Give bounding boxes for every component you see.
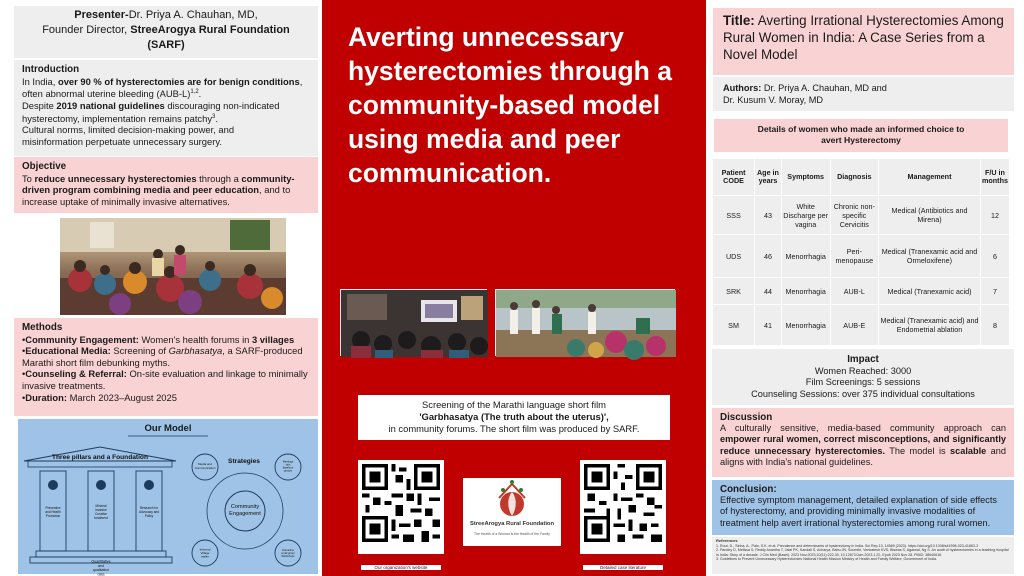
conclusion-text: Effective symptom management, detailed explanation of side effects of hysterectomy, and providing minimally invasive modalities of treatment help avert irrational hysterectomies among rural women. — [720, 495, 997, 528]
table-cell: Menorrhagia — [782, 278, 830, 304]
table-row — [713, 278, 1009, 304]
discussion-box — [712, 408, 1014, 477]
table-header: Age in years — [755, 159, 781, 195]
bullet: • — [22, 345, 26, 357]
methods-text: , a SARF-produced Marathi short film debunking myths. — [22, 345, 303, 368]
discussion-text-part: and aligns with India's national guidelines. — [720, 445, 1006, 467]
table-cell: 43 — [755, 196, 781, 234]
methods-item-3 — [22, 368, 310, 391]
intro-line-2 — [22, 87, 310, 100]
reference-1: 1. Rout, D., Sinha, A., Palo, S.K. et al. Prevalence and determinants of hysterectomy in India. Sci Rep 13, 14569 (2023). https://doi.org/10.1038/s41598-023-41863-3 — [716, 543, 979, 548]
reference-2: 2. Pandey D, Melissa S, Reddy Anantha T, Jalal PK, Kandali S, Acharya, Babu JN, Soumitri, Venkatesh KVS, Biswas S, Agarwal, Ng S. An audit of hysterectomies in a teaching hospital in India: Story of a decade. J Clin Med (Basel). 2023 Nov;2023;10(11):222-30, 10.12872/Jcm.2023.1.22, Epub 2023 Nov 28. PMID: 38640616. — [716, 548, 1009, 557]
table-header: Symptoms — [782, 159, 830, 195]
presenter-org: StreeArogya Rural Foundation — [130, 24, 290, 36]
caption-line-2: 'Garbhasatya (The truth about the uterus)', — [419, 411, 609, 422]
bullet: • — [22, 333, 26, 345]
table-header-row — [713, 159, 1009, 195]
table-cell: SRK — [713, 278, 754, 304]
strategy-node-2: Meetings with Barefoot/ groups — [282, 460, 294, 473]
impact-counseling: Counseling Sessions: over 375 individual consultations — [751, 388, 975, 399]
intro-text: discouraging non-indicated — [164, 99, 280, 111]
table-row — [713, 235, 1009, 277]
table-cell: Menorrhagia — [782, 235, 830, 277]
citation-sup: 3 — [212, 113, 216, 120]
intro-text: . — [215, 112, 218, 124]
objective-box — [14, 157, 318, 213]
authors-box — [713, 77, 1014, 111]
reference-3: 3. Guidelines to Prevent Unnecessary Hysterectomies National Health Mission Ministry of Health and Family Welfare, Government of India. — [716, 557, 938, 562]
discussion-text-part: The model is — [885, 445, 950, 456]
objective-text — [22, 173, 310, 208]
objective-text-part: To — [22, 172, 35, 184]
case-details-heading — [714, 119, 1008, 152]
table-cell: 6 — [981, 235, 1009, 277]
caption-line-3: in community forums. The short film was produced by SARF. — [388, 423, 640, 434]
logo-name: StreeArogya Rural Foundation — [469, 521, 555, 527]
methods-text: On-site evaluation and linkage to minimally invasive treatments. — [22, 368, 308, 391]
table-cell: Peri-menopause — [831, 235, 879, 277]
table-cell: 44 — [755, 278, 781, 304]
objective-text-part: , and to increase uptake of minimally invasive alternatives. — [22, 184, 291, 207]
methods-label: Duration: — [25, 391, 67, 403]
impact-screenings: Film Screenings: 5 sessions — [805, 377, 921, 388]
table-cell: 12 — [981, 196, 1009, 234]
model-diagram — [18, 419, 318, 574]
table-cell: Medical (Antibiotics and Mirena) — [879, 196, 980, 234]
table-cell: 41 — [755, 305, 781, 345]
conclusion-box — [712, 480, 1014, 535]
group-photo-illustration — [60, 218, 286, 315]
impact-box — [712, 349, 1014, 405]
conclusion-heading: Conclusion: — [720, 484, 777, 495]
table-cell: Menorrhagia — [782, 305, 830, 345]
logo-tagline: The Health of a Woman is the Health of the Family — [474, 532, 550, 536]
methods-item-2 — [22, 345, 310, 368]
film-title: Garbhasatya — [168, 345, 223, 357]
methods-text: Women's health forums in — [138, 333, 252, 345]
presenter-org-abbr: (SARF) — [147, 39, 185, 51]
presenter-box — [14, 6, 318, 58]
bullet: • — [22, 391, 26, 403]
right-column — [710, 0, 1014, 576]
strategy-node-1: Media and Communication — [194, 462, 216, 470]
middle-column — [322, 0, 706, 576]
bullet: • — [22, 368, 26, 380]
methods-label: Educational Media: — [25, 345, 111, 357]
table-row — [713, 196, 1009, 234]
community-forum-photo — [60, 218, 286, 315]
table-cell: Medical (Tranexamic acid) — [879, 278, 980, 304]
pillar-1-label: Preventive and Health Promotion — [45, 506, 61, 518]
references-heading: References — [716, 538, 738, 543]
authors-line-2: Dr. Kusum V. Moray, MD — [723, 95, 824, 105]
caption-line-1: Screening of the Marathi language short film — [422, 399, 606, 410]
table-cell: SM — [713, 305, 754, 345]
patient-case-table — [712, 158, 1010, 346]
methods-box — [14, 318, 318, 416]
hub-label: Community — [230, 504, 260, 510]
table-cell: Medical (Tranexamic acid) and Endometrial ablation — [879, 305, 980, 345]
table-cell: White Discharge per vagina — [782, 196, 830, 234]
strategies-title: Strategies — [228, 458, 260, 465]
impact-heading: Impact — [847, 354, 879, 365]
methods-bold: 3 villages — [251, 333, 295, 345]
outdoor-forum-photo — [495, 289, 675, 356]
objective-bold: reduce unnecessary hysterectomies — [34, 172, 197, 184]
table-cell: UDS — [713, 235, 754, 277]
objective-bold: community-driven program combining media and peer education — [22, 172, 295, 196]
methods-item-4 — [22, 392, 310, 404]
intro-text: . — [198, 88, 202, 100]
hub-label-2: Engagement — [229, 511, 261, 517]
intro-text: hysterectomy, implementation remains patchy — [22, 112, 213, 124]
table-cell: 46 — [755, 235, 781, 277]
intro-line-6: misinformation perpetuate unnecessary surgery. — [22, 135, 222, 147]
intro-line-3 — [22, 100, 310, 112]
strategy-node-3: Informal Village walks — [199, 547, 211, 559]
presenter-name: Dr. Priya A. Chauhan, MD, — [128, 9, 258, 21]
discussion-bold: scalable — [950, 445, 987, 456]
discussion-bold: empower rural women, correct misconceptions, and significantly reduce unnecessary hysterectomies. — [720, 434, 1006, 456]
discussion-text — [720, 423, 1006, 468]
title-label: Title: — [723, 13, 755, 28]
impact-women-reached: Women Reached: 3000 — [814, 365, 912, 376]
film-screening-photo — [340, 289, 487, 356]
methods-label: Community Engagement: — [25, 333, 139, 345]
strategy-node-4: Interactive small group Workshops — [281, 548, 295, 559]
table-header: Management — [879, 159, 980, 195]
intro-line-1 — [22, 76, 310, 88]
objective-heading: Objective — [22, 161, 67, 172]
qr-code-icon — [362, 464, 440, 542]
intro-text: In India, — [22, 75, 58, 87]
table-cell: 8 — [981, 305, 1009, 345]
qr-code-icon — [584, 464, 662, 542]
logo-emblem-icon — [463, 478, 561, 522]
table-cell: Chronic non-specific Cervicitis — [831, 196, 879, 234]
screening-illustration — [341, 290, 488, 357]
discussion-heading: Discussion — [720, 412, 773, 423]
our-model-box — [18, 419, 318, 574]
pillar-2-label: Minimal invasive Curative treatment — [94, 504, 108, 520]
table-header: Patient CODE — [713, 159, 754, 195]
authors-label: Authors: — [723, 83, 762, 93]
intro-bold: over 90 % of hysterectomies are for benign conditions — [57, 75, 300, 87]
pillars-title: Three pillars and a Foundation — [52, 454, 148, 461]
intro-text: , — [299, 75, 303, 87]
intro-text: Despite — [22, 99, 57, 111]
presenter-role: Founder Director, — [42, 24, 131, 36]
photo-caption — [358, 395, 670, 440]
table-row — [713, 305, 1009, 345]
presenter-prefix: Presenter- — [74, 9, 129, 21]
intro-text: often abnormal uterine bleeding (AUB-L) — [22, 88, 191, 100]
table-cell: SSS — [713, 196, 754, 234]
methods-label: Counseling & Referral: — [25, 368, 127, 380]
table-header: F/U in months — [981, 159, 1009, 195]
objective-text-part: through a — [196, 172, 242, 184]
qr-left-label: Our organization's website — [361, 565, 441, 570]
title-text: Averting Irrational Hysterectomies Among Rural Women in India: A Case Series from a Novel Model — [723, 13, 1004, 62]
qr-code-case-literature[interactable] — [580, 460, 666, 554]
methods-heading: Methods — [22, 322, 63, 333]
discussion-text-part: A culturally sensitive, media-based community approach can — [720, 423, 1006, 434]
intro-line-4 — [22, 112, 310, 125]
table-header: Diagnosis — [831, 159, 879, 195]
methods-text: Screening of — [110, 345, 169, 357]
poster-title: Averting unnecessary hysterectomies through a community-based model using media and peer communication. — [348, 22, 672, 188]
introduction-box — [14, 60, 318, 156]
table-cell: AUB-L — [831, 278, 879, 304]
qr-right-label: Detailed case literature — [583, 565, 663, 570]
intro-bold: 2019 national guidelines — [56, 99, 165, 111]
details-heading-line-1: Details of women who made an informed choice to — [757, 124, 965, 134]
intro-line-5: Cultural norms, limited decision-making power, and — [22, 124, 235, 136]
qr-code-website[interactable] — [358, 460, 444, 554]
table-cell: 7 — [981, 278, 1009, 304]
citation-sup: 1,2 — [190, 89, 199, 96]
pillar-3-label: Research for Advocacy and Policy — [138, 506, 160, 518]
foundation-label: Quantitative and qualitative data — [91, 559, 111, 576]
abstract-title-box — [713, 8, 1014, 75]
table-cell: Medical (Tranexamic acid and Ormeloxifene) — [879, 235, 980, 277]
sarf-logo — [463, 478, 561, 546]
details-heading-line-2: avert Hysterectomy — [821, 135, 901, 145]
outdoor-forum-illustration — [496, 290, 676, 357]
left-column — [14, 0, 318, 576]
authors-line-1: Dr. Priya A. Chauhan, MD and — [761, 83, 887, 93]
methods-text: March 2023–August 2025 — [66, 391, 177, 403]
references-box — [712, 537, 1014, 574]
table-cell: AUB-E — [831, 305, 879, 345]
methods-item-1 — [22, 334, 310, 346]
introduction-heading: Introduction — [22, 64, 80, 75]
model-title: Our Model — [144, 423, 192, 434]
